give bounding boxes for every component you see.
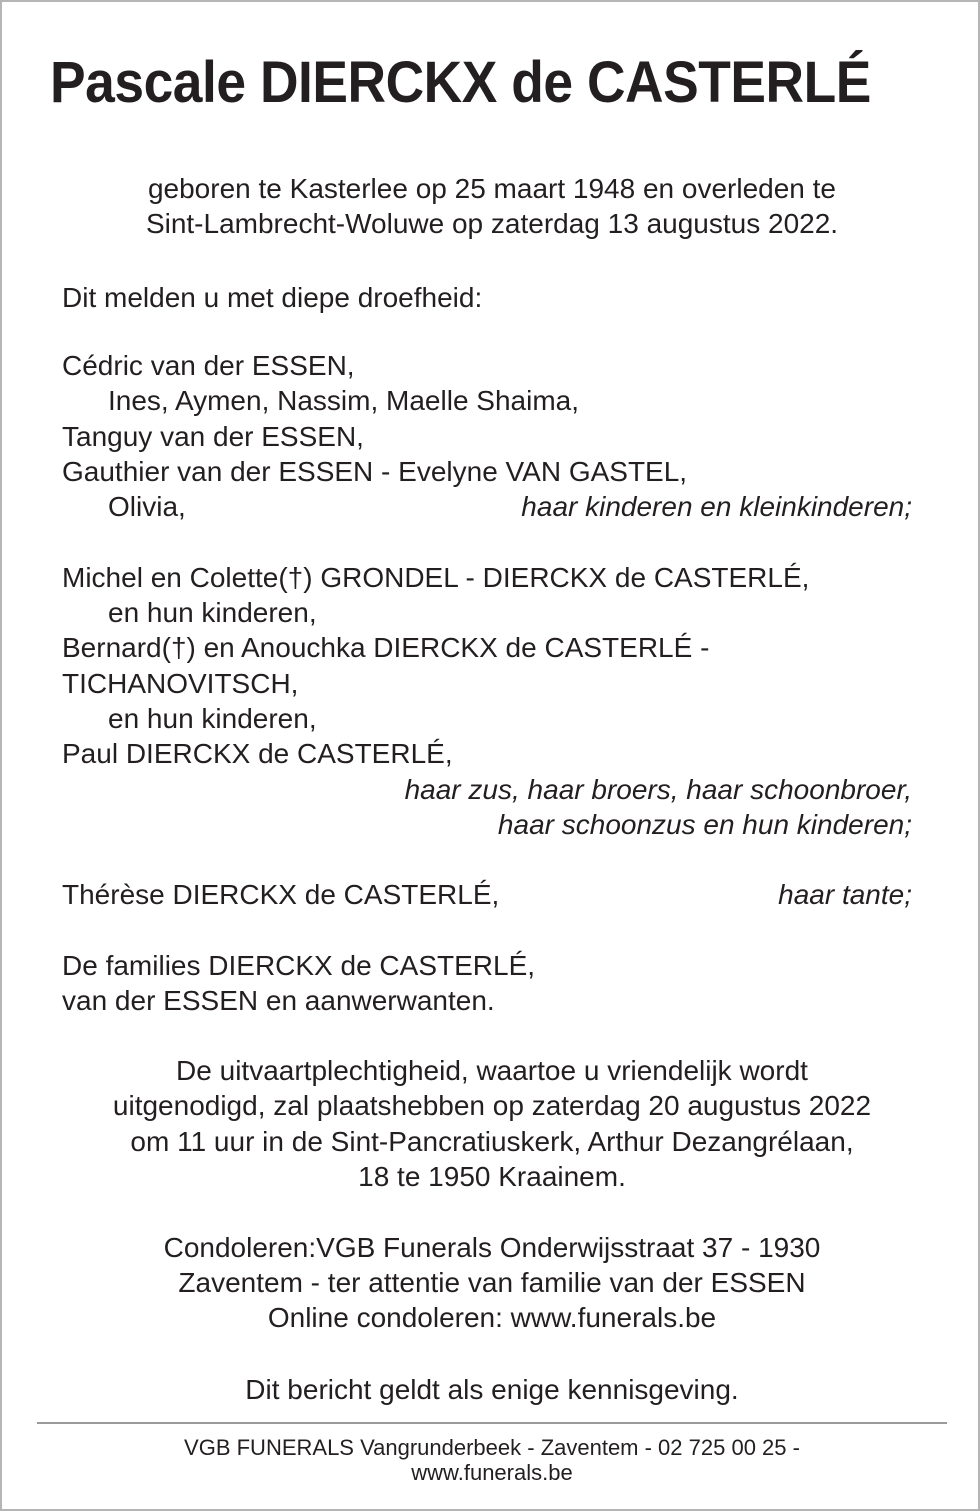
ceremony-line: om 11 uur in de Sint-Pancratiuskerk, Arthur Dezangrélaan,: [130, 1126, 854, 1157]
deceased-name: Pascale DIERCKX de CASTERLÉ: [50, 50, 871, 115]
relation-label: haar kinderen en kleinkinderen;: [521, 491, 912, 522]
footer-divider: [37, 1422, 947, 1424]
family-line: Cédric van der ESSEN,: [62, 350, 355, 381]
relation-label: haar tante;: [778, 879, 912, 910]
family-line: van der ESSEN en aanwerwanten.: [62, 985, 495, 1016]
footer-line: www.funerals.be: [411, 1460, 573, 1485]
relation-label: haar zus, haar broers, haar schoonbroer,: [404, 774, 912, 805]
family-line: en hun kinderen,: [108, 703, 317, 734]
condolence-line: Online condoleren: www.funerals.be: [267, 1302, 717, 1333]
family-line: Tanguy van der ESSEN,: [62, 421, 364, 452]
notice-text: Dit bericht geldt als enige kennisgeving.: [245, 1374, 739, 1405]
family-line: TICHANOVITSCH,: [62, 668, 299, 699]
family-line: Bernard(†) en Anouchka DIERCKX de CASTERLÉ -: [62, 632, 710, 663]
family-line: en hun kinderen,: [108, 597, 317, 628]
family-line: Ines, Aymen, Nassim, Maelle Shaima,: [108, 385, 580, 416]
family-line: Paul DIERCKX de CASTERLÉ,: [62, 738, 453, 769]
condolence-line: Zaventem - ter attentie van familie van der ESSEN: [178, 1267, 806, 1298]
ceremony-line: uitgenodigd, zal plaatshebben op zaterdag 20 augustus 2022: [112, 1090, 872, 1121]
footer-line: VGB FUNERALS Vangrunderbeek - Zaventem - 02 725 00 25 -: [184, 1435, 800, 1460]
birth-death-line-2: Sint-Lambrecht-Woluwe op zaterdag 13 augustus 2022.: [145, 208, 839, 239]
family-line: De families DIERCKX de CASTERLÉ,: [62, 950, 536, 981]
family-line: Olivia,: [108, 491, 186, 522]
family-line: Gauthier van der ESSEN - Evelyne VAN GASTEL,: [62, 456, 688, 487]
family-line: Michel en Colette(†) GRONDEL - DIERCKX de CASTERLÉ,: [62, 562, 810, 593]
intro-text: Dit melden u met diepe droefheid:: [62, 282, 483, 313]
relation-label: haar schoonzus en hun kinderen;: [497, 809, 912, 840]
birth-death-line-1: geboren te Kasterlee op 25 maart 1948 en overleden te: [147, 173, 837, 204]
ceremony-line: De uitvaartplechtigheid, waartoe u vriendelijk wordt: [176, 1055, 808, 1086]
family-line: Thérèse DIERCKX de CASTERLÉ,: [62, 879, 500, 910]
ceremony-line: 18 te 1950 Kraainem.: [358, 1161, 626, 1192]
condolence-line: Condoleren:VGB Funerals Onderwijsstraat 37 - 1930: [163, 1232, 821, 1263]
